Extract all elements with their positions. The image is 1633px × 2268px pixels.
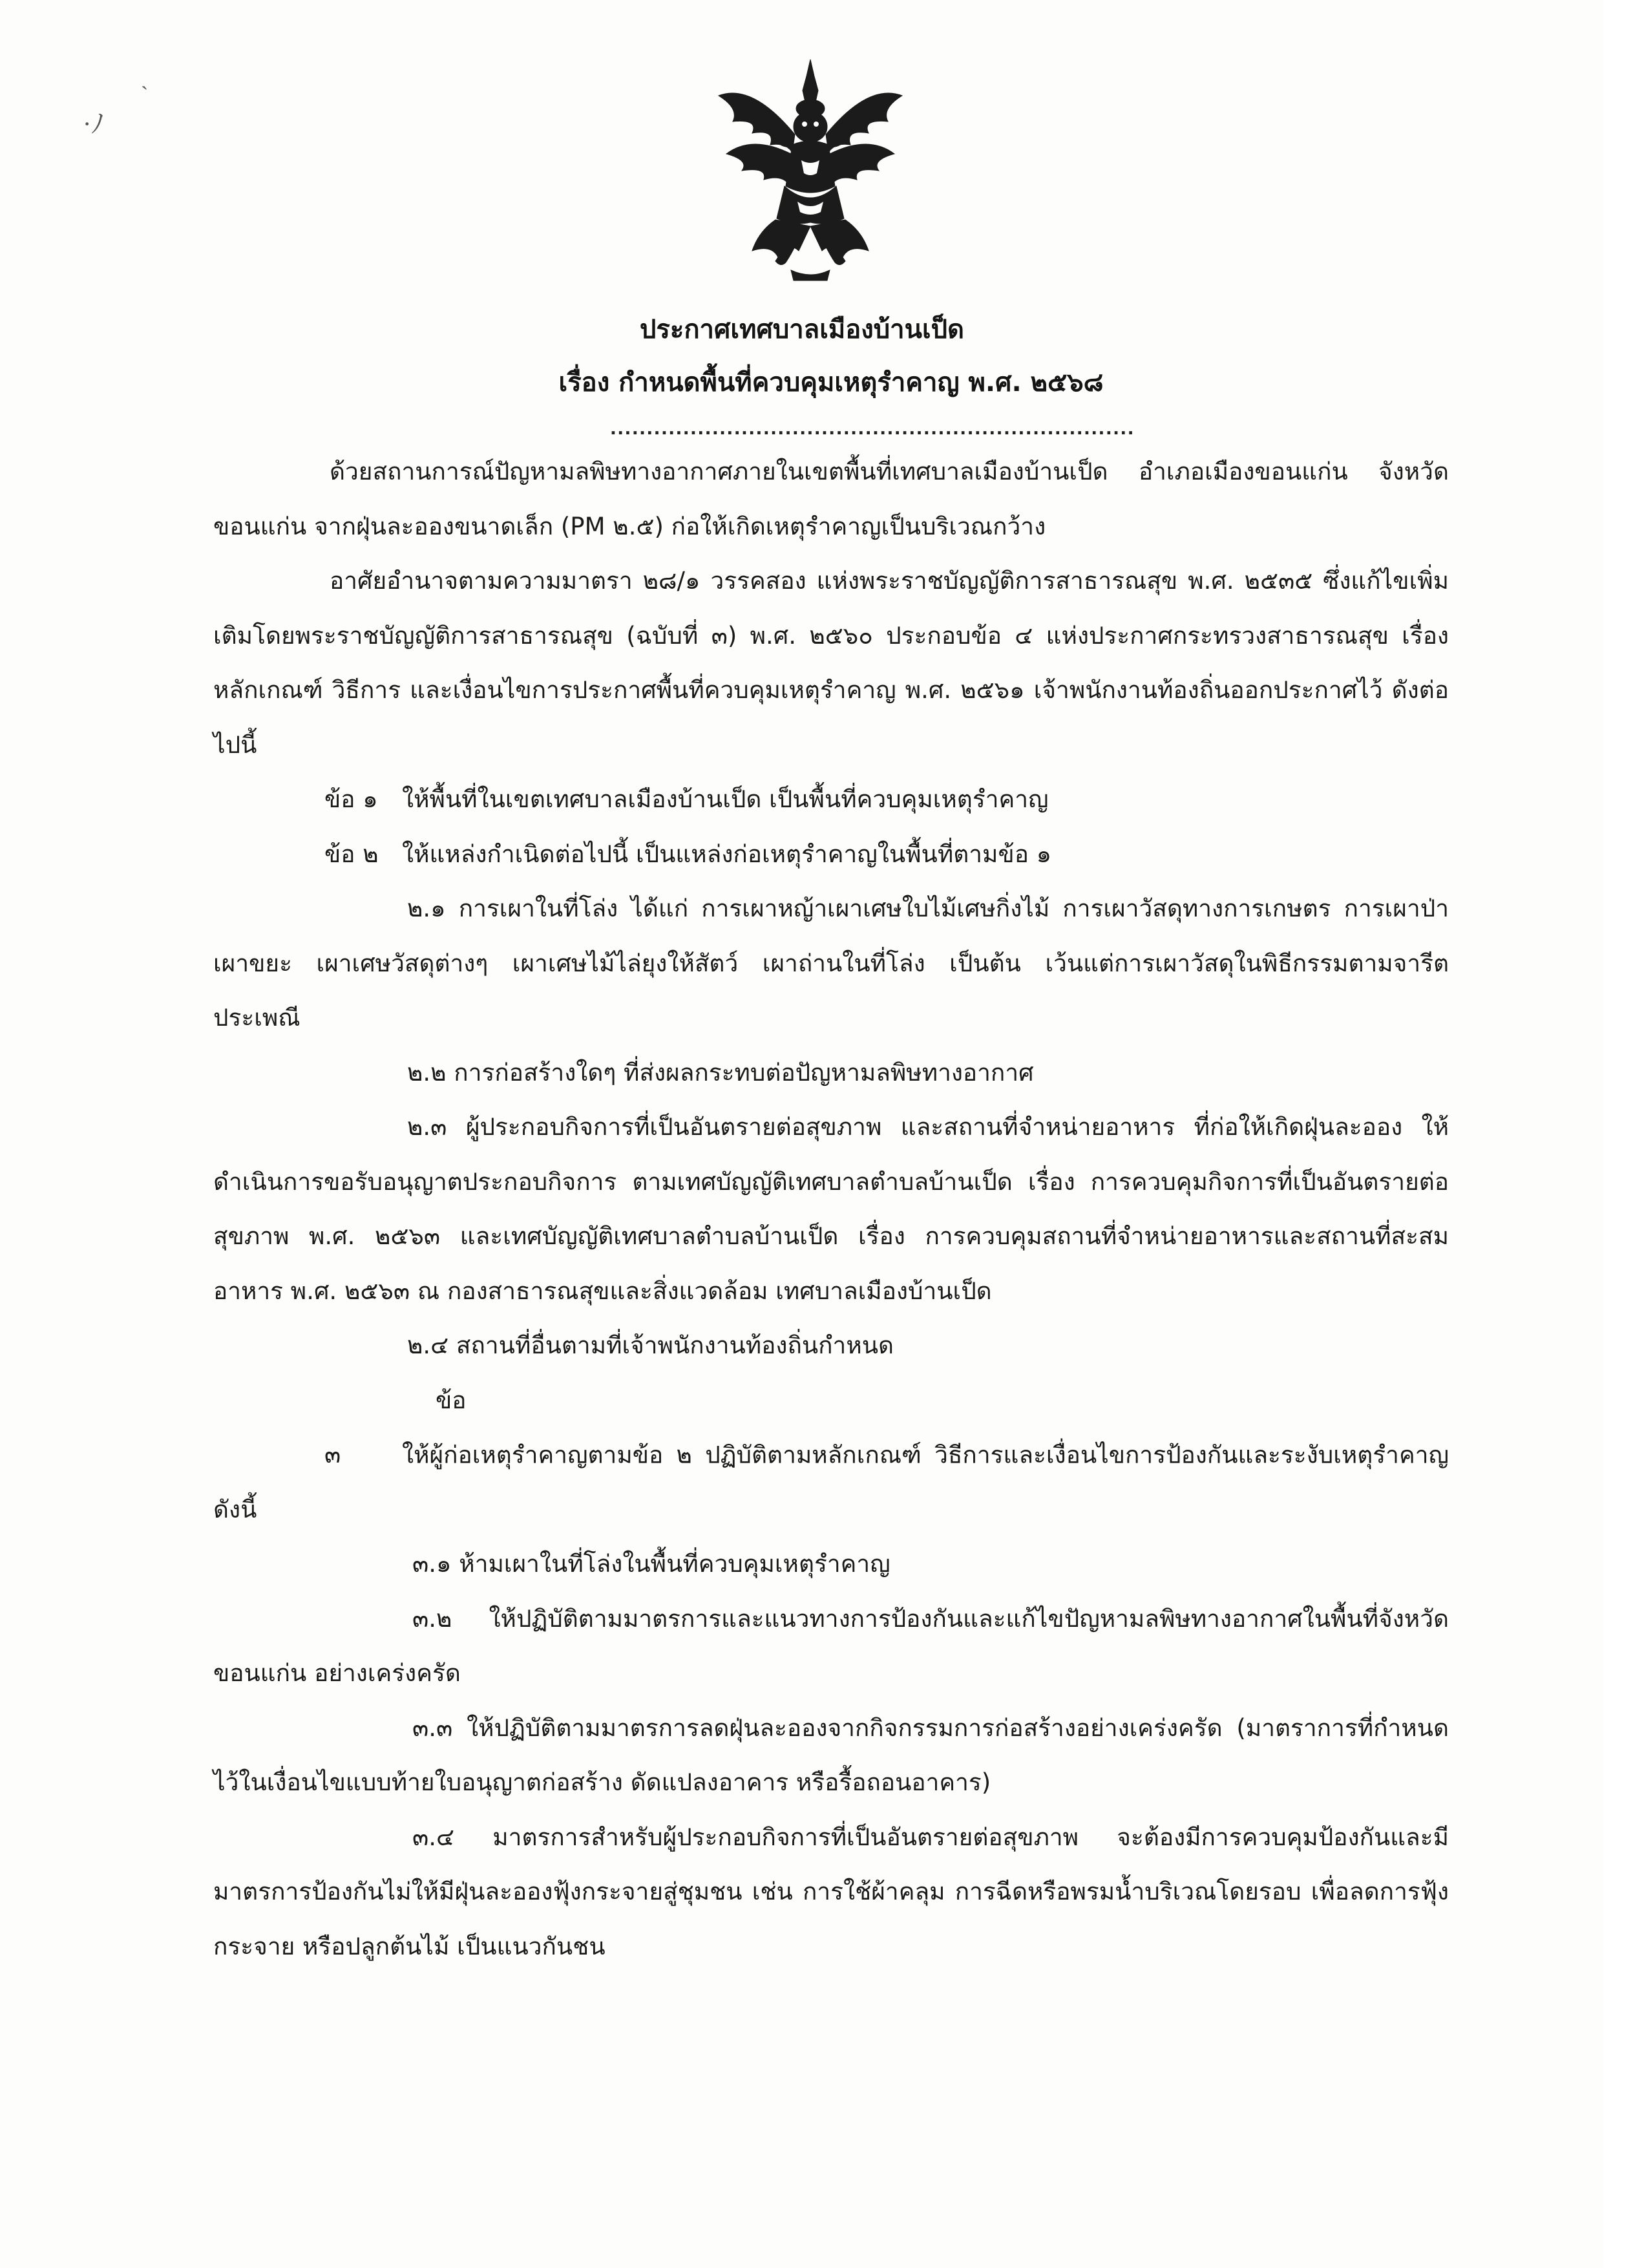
- separator-line: ........................................................................: [610, 419, 1135, 439]
- item-2-3: ๒.๓ ผู้ประกอบกิจการที่เป็นอันตรายต่อสุขภาพ และสถานที่จำหน่ายอาหาร ที่ก่อให้เกิดฝุ่นละออง ให้ดำเนินการขอรับอนุญาตประกอบกิจการ ตามเทศบัญญัติเทศบาลตำบลบ้านเป็ด เรื่อง การควบคุมกิจการที่เป็นอันตรายต่อสุขภาพ พ.ศ. ๒๕๖๓ และเทศบัญญัติเทศบาลตำบลบ้านเป็ด เรื่อง การควบคุมสถานที่จำหน่ายอาหารและสถานที่สะสมอาหาร พ.ศ. ๒๕๖๓ ณ กองสาธารณสุขและสิ่งแวดล้อม เทศบาลเมืองบ้านเป็ด: [213, 1113, 1449, 1305]
- announcement-body: [213, 445, 1449, 1974]
- garuda-emblem: [713, 57, 907, 283]
- clause-text: ให้ผู้ก่อเหตุรำคาญตามข้อ ๒ ปฏิบัติตามหลักเกณฑ์ วิธีการและเงื่อนไขการป้องกันและระงับเหตุรำคาญ ดังนี้: [213, 1441, 1449, 1523]
- authority-paragraph: อาศัยอำนาจตามความมาตรา ๒๘/๑ วรรคสอง แห่งพระราชบัญญัติการสาธารณสุข พ.ศ. ๒๕๓๕ ซึ่งแก้ไขเพิ่มเติมโดยพระราชบัญญัติการสาธารณสุข (ฉบับที่ ๓) พ.ศ. ๒๕๖๐ ประกอบข้อ ๔ แห่งประกาศกระทรวงสาธารณสุข เรื่อง หลักเกณฑ์ วิธีการ และเงื่อนไขการประกาศพื้นที่ควบคุมเหตุรำคาญ พ.ศ. ๒๕๖๑ เจ้าพนักงานท้องถิ่นออกประกาศไว้ ดังต่อไปนี้: [213, 567, 1449, 759]
- clause-text: ให้แหล่งกำเนิดต่อไปนี้ เป็นแหล่งก่อเหตุรำคาญในพื้นที่ตามข้อ ๑: [402, 840, 1052, 868]
- clause-label: ข้อ ๓: [324, 1386, 467, 1468]
- item-2-2: ๒.๒ การก่อสร้างใดๆ ที่ส่งผลกระทบต่อปัญหามลพิษทางอากาศ: [407, 1058, 1034, 1086]
- clause-label: ข้อ ๒: [324, 840, 379, 868]
- item-2-4: ๒.๔ สถานที่อื่นตามที่เจ้าพนักงานท้องถิ่นกำหนด: [407, 1331, 894, 1359]
- intro-paragraph: ด้วยสถานการณ์ปัญหามลพิษทางอากาศภายในเขตพื้นที่เทศบาลเมืองบ้านเป็ด อำเภอเมืองขอนแก่น จังหวัดขอนแก่น จากฝุ่นละอองขนาดเล็ก (PM ๒.๕) ก่อให้เกิดเหตุรำคาญเป็นบริเวณกว้าง: [213, 458, 1449, 540]
- clause-1: [213, 772, 1449, 827]
- clause-3: [213, 1373, 1449, 1538]
- clause-text: ให้พื้นที่ในเขตเทศบาลเมืองบ้านเป็ด เป็นพื้นที่ควบคุมเหตุรำคาญ: [402, 785, 1049, 813]
- scan-mark: ˋ: [141, 83, 149, 107]
- item-2-1: ๒.๑ การเผาในที่โล่ง ได้แก่ การเผาหญ้าเผาเศษใบไม้เศษกิ่งไม้ การเผาวัสดุทางการเกษตร การเผาป่า เผาขยะ เผาเศษวัสดุต่างๆ เผาเศษไม้ไล่ยุงให้สัตว์ เผาถ่านในที่โล่ง เป็นต้น เว้นแต่การเผาวัสดุในพิธีกรรมตามจารีตประเพณี: [213, 895, 1449, 1032]
- item-3-4: ๓.๔ มาตรการสำหรับผู้ประกอบกิจการที่เป็นอันตรายต่อสุขภาพ จะต้องมีการควบคุมป้องกันและมีมาตรการป้องกันไม่ให้มีฝุ่นละอองฟุ้งกระจายสู่ชุมชน เช่น การใช้ผ้าคลุม การฉีดหรือพรมน้ำบริเวณโดยรอบ เพื่อลดการฟุ้งกระจาย หรือปลูกต้นไม้ เป็นแนวกันชน: [213, 1823, 1449, 1960]
- item-3-3: ๓.๓ ให้ปฏิบัติตามมาตรการลดฝุ่นละอองจากกิจกรรมการก่อสร้างอย่างเคร่งครัด (มาตราการที่กำหนดไว้ในเงื่อนไขแบบท้ายใบอนุญาตก่อสร้าง ดัดแปลงอาคาร หรือรื้อถอนอาคาร): [213, 1713, 1449, 1796]
- announcement-title: ประกาศเทศบาลเมืองบ้านเป็ด: [639, 315, 965, 344]
- clause-label: ข้อ ๑: [324, 785, 378, 813]
- item-3-1: ๓.๑ ห้ามเผาในที่โล่งในพื้นที่ควบคุมเหตุรำคาญ: [412, 1550, 890, 1578]
- scan-mark: ·ﾉ: [83, 109, 105, 138]
- announcement-subject: เรื่อง กำหนดพื้นที่ควบคุมเหตุรำคาญ พ.ศ. ๒๕๖๘: [558, 368, 1104, 397]
- clause-2: [213, 827, 1449, 882]
- item-3-2: ๓.๒ ให้ปฏิบัติตามมาตรการและแนวทางการป้องกันและแก้ไขปัญหามลพิษทางอากาศในพื้นที่จังหวัดขอนแก่น อย่างเคร่งครัด: [213, 1604, 1449, 1687]
